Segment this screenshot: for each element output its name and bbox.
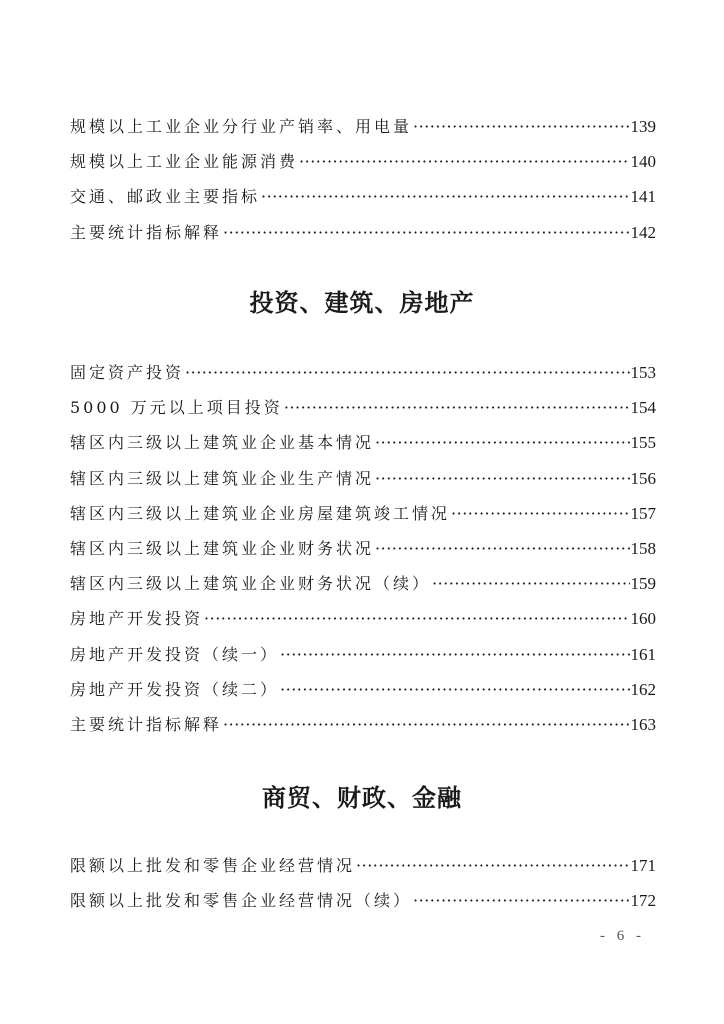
toc-entry-title: 房地产开发投资 xyxy=(70,609,204,629)
toc-entry[interactable] xyxy=(70,566,656,601)
toc-entry-title: 限额以上批发和零售企业经营情况（续） xyxy=(70,891,413,911)
toc-entry[interactable] xyxy=(70,496,656,531)
dot-leader xyxy=(375,461,629,496)
dot-leader xyxy=(223,707,629,742)
toc-entry-title: 辖区内三级以上建筑业企业生产情况 xyxy=(70,468,375,488)
toc-entry[interactable] xyxy=(70,707,656,742)
toc-entry-title: 主要统计指标解释 xyxy=(70,714,223,734)
toc-entry-page: 153 xyxy=(630,363,656,382)
toc-entry[interactable] xyxy=(70,637,656,672)
dot-leader xyxy=(356,848,629,883)
toc-entry-page: 140 xyxy=(630,152,656,172)
toc-entry-title: 交通、邮政业主要指标 xyxy=(70,187,261,207)
toc-entry[interactable] xyxy=(70,425,656,460)
toc-entry-title: 辖区内三级以上建筑业企业财务状况（续） xyxy=(70,574,432,594)
toc-entry-page: 158 xyxy=(630,538,656,558)
toc-entry-title: 房地产开发投资（续一） xyxy=(70,644,280,664)
toc-entry[interactable] xyxy=(70,390,656,425)
toc-entry-page: 156 xyxy=(630,468,656,488)
toc-group-2 xyxy=(70,355,656,742)
dot-leader xyxy=(223,215,629,250)
toc-entry-page: 155 xyxy=(630,433,656,453)
toc-entry-page: 142 xyxy=(630,222,656,242)
toc-entry[interactable] xyxy=(70,531,656,566)
toc-entry-title: 固定资产投资 xyxy=(70,363,185,382)
toc-entry[interactable] xyxy=(70,109,656,144)
toc-entry-title: 主要统计指标解释 xyxy=(70,222,223,242)
dot-leader xyxy=(299,144,629,179)
toc-entry-page: 162 xyxy=(630,679,656,699)
toc-entry-page: 141 xyxy=(630,187,656,207)
toc-entry[interactable] xyxy=(70,461,656,496)
toc-entry-page: 139 xyxy=(630,117,656,136)
dot-leader xyxy=(280,637,629,672)
dot-leader xyxy=(284,390,630,425)
section-heading-commerce: 商贸、财政、金融 xyxy=(262,784,462,812)
toc-entry-title: 辖区内三级以上建筑业企业财务状况 xyxy=(70,538,375,558)
toc-entry[interactable] xyxy=(70,883,656,918)
dot-leader xyxy=(375,425,629,460)
toc-entry-title: 限额以上批发和零售企业经营情况 xyxy=(70,856,356,875)
toc-entry-page: 171 xyxy=(630,856,656,875)
toc-entry-page: 159 xyxy=(630,574,656,594)
toc-entry[interactable] xyxy=(70,672,656,707)
toc-entry-page: 154 xyxy=(630,398,656,418)
toc-entry-title: 辖区内三级以上建筑业企业基本情况 xyxy=(70,433,375,453)
toc-entry-page: 160 xyxy=(630,609,656,629)
toc-entry[interactable] xyxy=(70,848,656,883)
dot-leader xyxy=(413,883,629,918)
toc-entry-page: 157 xyxy=(630,503,656,523)
dot-leader xyxy=(204,601,629,636)
toc-group-3 xyxy=(70,848,656,918)
dot-leader xyxy=(451,496,629,531)
toc-entry[interactable] xyxy=(70,601,656,636)
dot-leader xyxy=(280,672,629,707)
toc-entry[interactable] xyxy=(70,215,656,250)
toc-entry-title: 规模以上工业企业分行业产销率、用电量 xyxy=(70,117,413,136)
toc-entry[interactable] xyxy=(70,144,656,179)
dot-leader xyxy=(261,179,629,214)
toc-entry-title: 规模以上工业企业能源消费 xyxy=(70,152,299,172)
toc-entry-page: 161 xyxy=(630,644,656,664)
dot-leader xyxy=(413,109,629,144)
toc-entry-title: 房地产开发投资（续二） xyxy=(70,679,280,699)
section-heading-investment: 投资、建筑、房地产 xyxy=(249,289,475,317)
dot-leader xyxy=(432,566,629,601)
dot-leader xyxy=(185,355,629,390)
toc-entry-page: 163 xyxy=(630,714,656,734)
toc-entry[interactable] xyxy=(70,355,656,390)
page-number-footer: - 6 - xyxy=(600,928,645,944)
toc-entry-title: 5000 万元以上项目投资 xyxy=(70,398,283,418)
toc-group-1 xyxy=(70,109,656,250)
toc-entry-title: 辖区内三级以上建筑业企业房屋建筑竣工情况 xyxy=(70,503,451,523)
toc-entry-page: 172 xyxy=(630,891,656,911)
toc-entry[interactable] xyxy=(70,179,656,214)
dot-leader xyxy=(375,531,629,566)
